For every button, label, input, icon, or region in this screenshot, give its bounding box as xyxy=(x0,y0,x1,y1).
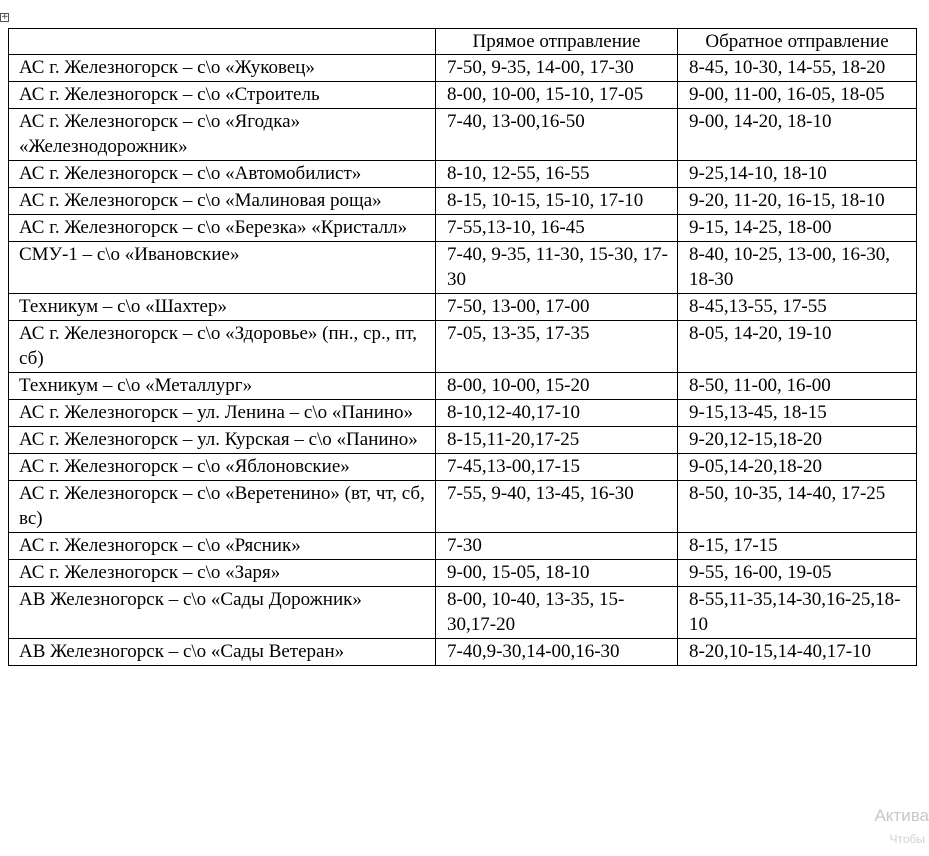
route-cell: АС г. Железногорск – с\о «Березка» «Кристалл» xyxy=(9,215,436,242)
header-direct-departure: Прямое отправление xyxy=(436,29,678,55)
direct-departure-cell: 8-00, 10-40, 13-35, 15-30,17-20 xyxy=(436,587,678,639)
direct-departure-cell: 7-50, 9-35, 14-00, 17-30 xyxy=(436,55,678,82)
header-route xyxy=(9,29,436,55)
direct-departure-cell: 7-50, 13-00, 17-00 xyxy=(436,294,678,321)
table-row xyxy=(9,639,917,666)
route-cell: АС г. Железногорск – ул. Курская – с\о «Панино» xyxy=(9,427,436,454)
direct-departure-cell: 7-40, 9-35, 11-30, 15-30, 17-30 xyxy=(436,242,678,294)
return-departure-cell: 8-40, 10-25, 13-00, 16-30, 18-30 xyxy=(678,242,917,294)
direct-departure-cell: 8-10, 12-55, 16-55 xyxy=(436,161,678,188)
return-departure-cell: 8-45, 10-30, 14-55, 18-20 xyxy=(678,55,917,82)
table-header-row xyxy=(9,29,917,55)
route-cell: АВ Железногорск – с\о «Сады Ветеран» xyxy=(9,639,436,666)
direct-departure-cell: 8-15,11-20,17-25 xyxy=(436,427,678,454)
return-departure-cell: 9-15,13-45, 18-15 xyxy=(678,400,917,427)
route-cell: АС г. Железногорск – с\о «Здоровье» (пн., ср., пт, сб) xyxy=(9,321,436,373)
return-departure-cell: 8-05, 14-20, 19-10 xyxy=(678,321,917,373)
table-move-handle-icon[interactable]: + xyxy=(1,12,9,22)
return-departure-cell: 8-15, 17-15 xyxy=(678,533,917,560)
activation-watermark-sub: Чтобы xyxy=(889,832,925,846)
table-row xyxy=(9,533,917,560)
direct-departure-cell: 7-40,9-30,14-00,16-30 xyxy=(436,639,678,666)
route-cell: АС г. Железногорск – с\о «Малиновая роща» xyxy=(9,188,436,215)
table-row xyxy=(9,242,917,294)
return-departure-cell: 8-20,10-15,14-40,17-10 xyxy=(678,639,917,666)
table-body xyxy=(9,55,917,666)
table-row xyxy=(9,215,917,242)
table-row xyxy=(9,400,917,427)
activation-watermark: Актива xyxy=(874,806,929,825)
route-cell: АС г. Железногорск – с\о «Веретенино» (вт, чт, сб, вс) xyxy=(9,481,436,533)
return-departure-cell: 9-00, 11-00, 16-05, 18-05 xyxy=(678,82,917,109)
table-row xyxy=(9,82,917,109)
header-return-departure: Обратное отправление xyxy=(678,29,917,55)
table-row xyxy=(9,55,917,82)
return-departure-cell: 9-25,14-10, 18-10 xyxy=(678,161,917,188)
route-cell: АВ Железногорск – с\о «Сады Дорожник» xyxy=(9,587,436,639)
bus-schedule-table xyxy=(8,28,917,666)
route-cell: АС г. Железногорск – ул. Ленина – с\о «Панино» xyxy=(9,400,436,427)
route-cell: АС г. Железногорск – с\о «Яблоновские» xyxy=(9,454,436,481)
direct-departure-cell: 8-15, 10-15, 15-10, 17-10 xyxy=(436,188,678,215)
return-departure-cell: 9-20, 11-20, 16-15, 18-10 xyxy=(678,188,917,215)
route-cell: АС г. Железногорск – с\о «Жуковец» xyxy=(9,55,436,82)
return-departure-cell: 9-15, 14-25, 18-00 xyxy=(678,215,917,242)
direct-departure-cell: 7-05, 13-35, 17-35 xyxy=(436,321,678,373)
return-departure-cell: 8-50, 11-00, 16-00 xyxy=(678,373,917,400)
route-cell: АС г. Железногорск – с\о «Строитель xyxy=(9,82,436,109)
return-departure-cell: 8-50, 10-35, 14-40, 17-25 xyxy=(678,481,917,533)
table-row xyxy=(9,109,917,161)
route-cell: АС г. Железногорск – с\о «Заря» xyxy=(9,560,436,587)
route-cell: Техникум – с\о «Шахтер» xyxy=(9,294,436,321)
table-row xyxy=(9,294,917,321)
route-cell: Техникум – с\о «Металлург» xyxy=(9,373,436,400)
direct-departure-cell: 9-00, 15-05, 18-10 xyxy=(436,560,678,587)
route-cell: АС г. Железногорск – с\о «Рясник» xyxy=(9,533,436,560)
direct-departure-cell: 7-40, 13-00,16-50 xyxy=(436,109,678,161)
direct-departure-cell: 8-00, 10-00, 15-10, 17-05 xyxy=(436,82,678,109)
route-cell: СМУ-1 – с\о «Ивановские» xyxy=(9,242,436,294)
return-departure-cell: 9-00, 14-20, 18-10 xyxy=(678,109,917,161)
return-departure-cell: 8-55,11-35,14-30,16-25,18-10 xyxy=(678,587,917,639)
direct-departure-cell: 7-55,13-10, 16-45 xyxy=(436,215,678,242)
direct-departure-cell: 8-10,12-40,17-10 xyxy=(436,400,678,427)
return-departure-cell: 9-20,12-15,18-20 xyxy=(678,427,917,454)
return-departure-cell: 8-45,13-55, 17-55 xyxy=(678,294,917,321)
return-departure-cell: 9-55, 16-00, 19-05 xyxy=(678,560,917,587)
route-cell: АС г. Железногорск – с\о «Ягодка» «Железнодорожник» xyxy=(9,109,436,161)
direct-departure-cell: 8-00, 10-00, 15-20 xyxy=(436,373,678,400)
table-row xyxy=(9,321,917,373)
direct-departure-cell: 7-45,13-00,17-15 xyxy=(436,454,678,481)
table-row xyxy=(9,188,917,215)
route-cell: АС г. Железногорск – с\о «Автомобилист» xyxy=(9,161,436,188)
table-row xyxy=(9,587,917,639)
return-departure-cell: 9-05,14-20,18-20 xyxy=(678,454,917,481)
table-row xyxy=(9,161,917,188)
table-row xyxy=(9,454,917,481)
table-row xyxy=(9,427,917,454)
direct-departure-cell: 7-30 xyxy=(436,533,678,560)
table-row xyxy=(9,481,917,533)
direct-departure-cell: 7-55, 9-40, 13-45, 16-30 xyxy=(436,481,678,533)
table-row xyxy=(9,373,917,400)
table-row xyxy=(9,560,917,587)
